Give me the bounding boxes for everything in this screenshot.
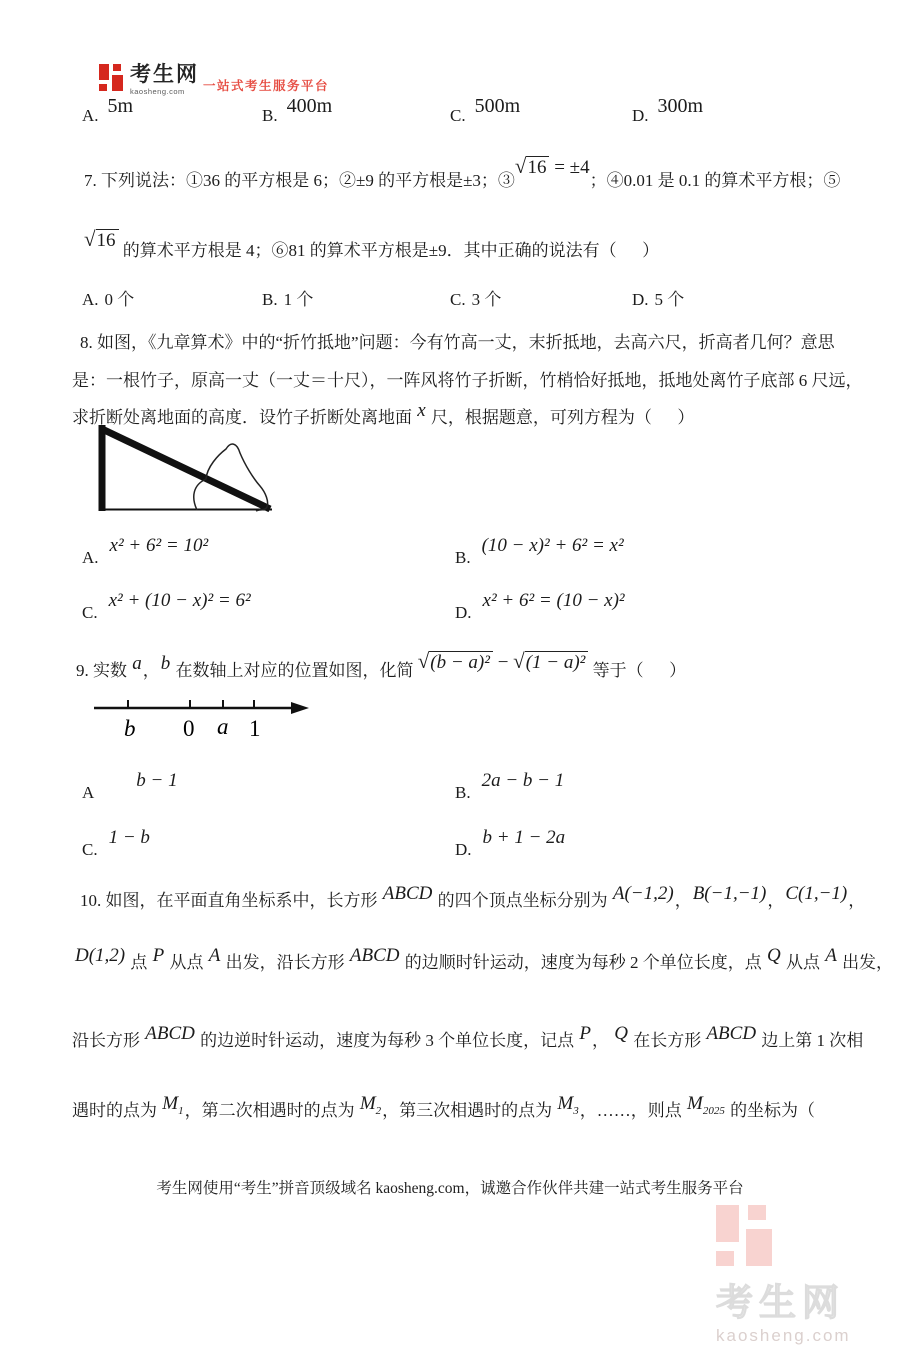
sqrt-expression [513,649,588,674]
text-run: 在长方形 [628,1031,706,1050]
text-run: 7. 下列说法：①36 的平方根是 6；②±9 的平方根是±3；③ [84,171,515,190]
watermark-name: 考生网 [716,1282,845,1323]
option-value: 3 个 [471,290,502,309]
site-header-logo [99,64,329,96]
text-run: ， [591,1031,614,1050]
q9-stem [76,649,687,682]
q8-options-row2 [0,590,900,632]
math-variable: $M_1$ [162,1093,184,1117]
option-value: 400m [286,95,333,117]
text-run: 9. 实数 [76,661,132,680]
option-b [262,285,313,310]
q8-line2: 是：一根竹子，原高一丈（一丈＝十尺），一阵风将竹子折断，竹梢恰好抵地，抵地处离竹子底部 6 尺远， [72,371,863,390]
text-run: 的边顺时针运动，速度为每秒 2 个单位长度，点 [400,953,766,972]
math-subscript: 2025 [702,1104,725,1117]
text-run: 的坐标为（ [725,1101,816,1120]
radical-sign: √ [84,227,96,251]
text-run: 从点 [781,953,825,972]
option-letter: C. [450,290,466,309]
math-variable: $M_2$ [359,1093,382,1117]
logo-name: 考生网 [130,63,199,86]
option-formula: x² + 6² = (10 − x)² [482,590,625,611]
text-run: 求折断处离地面的高度．设竹子折断处离地面 [72,408,417,427]
option-letter: B. [455,783,471,802]
option-b [455,535,624,569]
text-run: 出发，沿长方形 [221,953,349,972]
radical-sign: √ [514,154,527,178]
option-letter: C. [82,840,98,859]
option-letter: B. [262,106,278,125]
logo-text-block [130,64,199,96]
option-letter: D. [455,603,472,622]
text-run: 的四个顶点坐标分别为 [433,891,612,910]
math-variable: $M_3$ [557,1093,579,1117]
q8-triangle-figure [94,423,284,520]
math-variable: A(−1,2) [612,883,674,904]
math-formula: = ±4 [549,157,590,178]
math-variable: P [579,1023,591,1044]
math-variable: A [208,945,221,966]
math-formula: − [492,652,514,673]
kaosheng-logo-icon [99,64,123,96]
math-variable: A [825,945,837,966]
math-variable: B(−1,−1) [692,883,767,904]
radicand: 16 [526,156,549,178]
logo-tagline: 一站式考生服务平台 [203,79,330,93]
option-c [82,590,251,624]
math-variable: ABCD [145,1023,195,1044]
text-run: ， [674,891,692,910]
option-d [632,95,704,127]
watermark-domain: kaosheng.com [716,1326,851,1345]
text-run: 的算术平方根是 4；⑥81 的算术平方根是±9．其中正确的说法有（ ） [118,241,660,260]
q10-line2 [74,945,894,974]
option-d [455,590,625,624]
label-0: 0 [183,716,195,741]
math-variable: a [132,653,142,674]
option-value: 1 个 [283,290,314,309]
option-formula: (10 − x)² + 6² = x² [481,535,624,556]
q10-line3 [72,1023,864,1052]
math-variable: ABCD [706,1023,757,1044]
option-letter: C. [450,106,466,125]
option-a [82,95,134,127]
numberline-arrowhead [291,702,309,714]
math-variable: C(1,−1) [785,883,848,904]
q9-options-row1 [0,770,900,812]
option-b [262,95,333,127]
text-run: ，……，则点 [579,1101,686,1120]
math-variable: b [160,653,171,674]
option-d [632,285,684,310]
watermark-logo-icon [716,1205,772,1272]
q7-options-row [0,285,900,313]
q9-options-row2 [0,827,900,869]
option-formula: x² + 6² = 10² [109,535,209,556]
radicand: (1 − a)² [525,651,589,673]
option-letter: C. [82,603,98,622]
watermark-logo [716,1205,900,1346]
option-c [450,285,501,310]
option-letter: D. [632,290,649,309]
q10-line1 [80,883,866,912]
q9-numberline-figure [90,692,315,747]
text-run: 10. 如图，在平面直角坐标系中，长方形 [80,891,382,910]
option-formula: b − 1 [136,770,178,791]
q7-line1 [84,154,841,192]
math-subscript: 2 [375,1104,382,1117]
footer-text: 考生网使用“考生”拼音顶级域名 kaosheng.com，诚邀合作伙伴共建一站式考生服务平台 [156,1180,744,1197]
option-letter: A. [82,548,99,567]
radical-sign: √ [417,649,430,673]
option-letter: A [82,783,95,802]
text-run: 点 [126,953,152,972]
prev-question-options-row [0,95,900,138]
option-d [455,827,566,861]
math-variable: $M_{2025}$ [686,1093,725,1117]
option-letter: B. [455,548,471,567]
sqrt-expression [418,649,493,674]
option-value: 300m [657,95,704,117]
q10-line4 [72,1093,816,1124]
option-formula: x² + (10 − x)² = 6² [108,590,251,611]
text-run: 从点 [165,953,208,972]
option-value: 5 个 [654,290,685,309]
option-b [455,770,565,804]
math-variable: x [417,400,426,421]
text-run: 出发， [837,953,894,972]
option-c [450,95,521,127]
radical-sign: √ [513,649,525,673]
option-value: 5m [107,95,134,117]
option-letter: D. [455,840,472,859]
option-formula: 1 − b [108,827,150,848]
sqrt-expression [515,154,550,179]
math-subscript: 1 [178,1104,184,1117]
option-formula: 2a − b − 1 [481,770,565,791]
option-letter: A. [82,290,99,309]
math-variable: Q [614,1023,628,1044]
math-variable: D(1,2) [75,945,126,966]
text-run: 的边逆时针运动，速度为每秒 3 个单位长度，记点 [195,1031,579,1050]
option-formula: b + 1 − 2a [482,827,566,848]
option-a [82,535,209,569]
label-a: a [217,714,229,739]
text-run: 在数轴上对应的位置如图，化简 [171,661,418,680]
text-run: ，第三次相遇时的点为 [382,1101,557,1120]
text-run: 尺，根据题意，可列方程为（ ） [426,408,695,427]
text-run: 遇时的点为 [72,1101,162,1120]
option-a [82,285,134,310]
text-run: 等于（ ） [588,661,687,680]
text-run: 沿长方形 [72,1031,145,1050]
text-run: ，第二次相遇时的点为 [184,1101,359,1120]
q8-line1: 8. 如图，《九章算术》中的“折竹抵地”问题：今有竹高一丈，末折抵地，去高六尺，折高者几何？意思 [80,333,835,352]
option-c [82,827,150,861]
option-letter: A. [82,106,99,125]
math-variable: Q [766,945,781,966]
label-1: 1 [249,716,261,741]
option-letter: B. [262,290,278,309]
option-a [82,770,178,804]
q8-options-row1 [0,535,900,577]
option-letter: D. [632,106,649,125]
radicand: 16 [96,229,119,251]
logo-domain: kaosheng.com [130,87,185,96]
text-run: ， [848,891,866,910]
label-b: b [124,716,136,741]
text-run: 边上第 1 次相 [757,1031,864,1050]
sqrt-expression [84,227,119,252]
math-variable: ABCD [382,883,433,904]
text-run: ， [142,661,160,680]
radicand: (b − a)² [429,651,493,673]
option-value: 500m [474,95,521,117]
text-run: ；④0.01 是 0.1 的算术平方根；⑤ [589,171,841,190]
triangle-hypotenuse [100,428,270,509]
math-variable: ABCD [349,945,400,966]
math-subscript: 3 [573,1104,579,1117]
option-value: 0 个 [104,290,135,309]
text-run: ， [767,891,785,910]
q7-line2 [84,227,660,262]
math-variable: P [152,945,165,966]
